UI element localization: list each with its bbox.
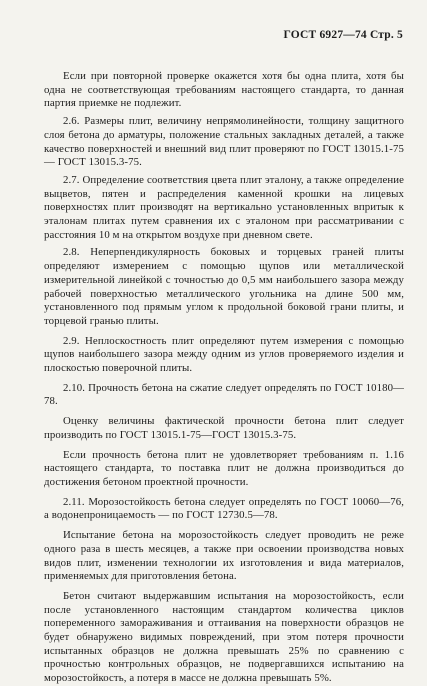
paragraph-2-11: 2.11. Морозостойкость бетона следует определять по ГОСТ 10060—76, а водонепроницаемость — по ГОСТ 12730.5—78. [44,495,404,522]
paragraph-strength-evaluation: Оценку величины фактической прочности бетона плит следует производить по ГОСТ 13015.1-75—ГОСТ 13015.3-75. [44,415,404,441]
document-body [44,70,404,686]
paragraph-2-9: 2.9. Неплоскостность плит определяют путем измерения с помощью щупов наибольшего зазора между одним из углов проверяемого изделия и плоскостью поверочной плиты. [44,334,404,375]
paragraph-2-8: 2.8. Неперпендикулярность боковых и торцевых граней плиты определяют измерением с помощью щупов или металлической измерительной линейкой с точностью до 0,5 мм наибольшего зазора между рабочей поверхностью металлического угольника на длине 500 мм, установленного под прямым углом к продольной боковой грани плиты, и торцевой гранью плиты. [44,246,404,327]
paragraph-strength-noncompliance: Если прочность бетона плит не удовлетворяет требованиям п. 1.16 настоящего стандарта, то поставка плит не должна производиться до достижения бетоном проектной прочности. [44,448,404,488]
paragraph-2-6: 2.6. Размеры плит, величину непрямолинейности, толщину защитного слоя бетона до арматуры, положение стальных закладных деталей, а также качество поверхностей и внешний вид плит проверяют по ГОСТ 13015.1-75 — ГОСТ 13015.3-75. [44,115,404,169]
paragraph-retest: Если при повторной проверке окажется хотя бы одна плита, хотя бы одна не соответствующая требованиям настоящего стандарта, то данная партия приемке не подлежит. [44,70,404,110]
paragraph-2-7: 2.7. Определение соответствия цвета плит эталону, а также определение выцветов, пятен и распределения каменной крошки на лицевых поверхностях плит производят на вертикально установленных впритык к эталонам плитах путем сравнения их с эталоном при рассматривании с расстояния 10 м на открытом воздухе при дневном свете. [44,173,404,241]
page-number: Стр. 5 [369,29,403,41]
paragraph-frost-criteria: Бетон считают выдержавшим испытания на морозостойкость, если после установленного настоящим стандартом количества циклов попеременного замораживания и оттаивания на поверхности образцов не будет обнаружено видимых повреждений, при этом потеря прочности испытанных образцов не должна превышать 25% по сравнению с прочностью контрольных образцов, не подвергавшихся испытанию на морозостойкость, а потеря в массе не должна превышать 5%. [44,589,404,685]
page-header [284,29,404,41]
paragraph-frost-testing: Испытание бетона на морозостойкость следует проводить не реже одного раза в шесть месяцев, а также при освоении производства новых видов плит, изменении технологии их изготовления и вида материалов, применяемых для приготовления бетона. [44,529,404,583]
standard-number: ГОСТ 6927—74 [283,29,367,41]
paragraph-2-10: 2.10. Прочность бетона на сжатие следует определять по ГОСТ 10180—78. [44,381,404,408]
